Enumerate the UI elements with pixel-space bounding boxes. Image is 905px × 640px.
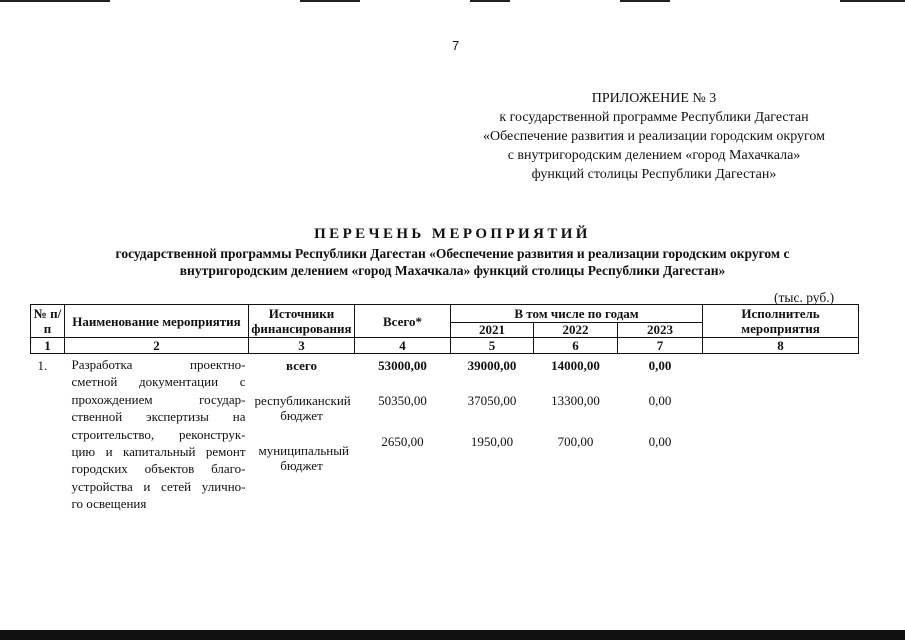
table-row bbox=[31, 354, 859, 513]
event-name-line: городских объектов благо- bbox=[71, 461, 246, 477]
event-name-line: Разработка проектно- bbox=[71, 357, 246, 372]
column-index: 3 bbox=[249, 338, 355, 354]
header-executor: Исполнитель мероприятия bbox=[703, 305, 859, 338]
column-index: 1 bbox=[31, 338, 65, 354]
row-number: 1. bbox=[37, 358, 48, 373]
event-name-line: устройства и сетей улично- bbox=[71, 478, 246, 494]
amount-2023: 0,00 bbox=[648, 393, 672, 408]
amount-total: 2650,00 bbox=[381, 434, 424, 449]
year-2022-cell bbox=[534, 354, 618, 513]
header-num: № п/п bbox=[31, 305, 65, 338]
amount-2022: 700,00 bbox=[557, 434, 594, 449]
event-name-line: сметной документации с bbox=[71, 374, 246, 390]
column-index: 8 bbox=[703, 338, 859, 354]
header-total: Всего* bbox=[355, 305, 451, 338]
event-name-line: цию и капитальный ремонт bbox=[71, 444, 246, 460]
document-subtitle-line: внутригородским делением «город Махачкала» функций столицы Республики Дагестан» bbox=[179, 263, 726, 278]
scan-edge-mark bbox=[0, 0, 110, 2]
scan-edge-mark bbox=[840, 0, 905, 2]
event-name-line: строительство, реконструк- bbox=[71, 426, 246, 442]
header-name: Наименование мероприятия bbox=[65, 305, 249, 338]
event-name-line: прохождением госудаp- bbox=[71, 391, 246, 407]
event-name bbox=[65, 354, 249, 513]
header-by-years: В том числе по годам bbox=[451, 305, 703, 323]
column-index: 5 bbox=[451, 338, 534, 354]
column-index: 7 bbox=[618, 338, 703, 354]
amount-2022: 13300,00 bbox=[551, 393, 600, 408]
scan-edge-mark bbox=[300, 0, 360, 2]
page-number: 7 bbox=[452, 38, 460, 53]
column-index-row bbox=[31, 338, 859, 354]
document-subtitle-line: государственной программы Республики Дагестан «Обеспечение развития и реализации городским округом с bbox=[115, 246, 790, 261]
amount-2021: 37050,00 bbox=[467, 393, 517, 408]
event-name-line: ственной экспертизы на bbox=[71, 409, 246, 425]
funding-source-label: муниципальный бюджет bbox=[258, 443, 349, 473]
amount-2022: 14000,00 bbox=[551, 358, 600, 373]
column-index: 6 bbox=[534, 338, 618, 354]
header-year: 2022 bbox=[534, 323, 618, 338]
scan-bottom-edge bbox=[0, 630, 905, 640]
appendix-line: ПРИЛОЖЕНИЕ № 3 bbox=[591, 91, 717, 106]
total-cell bbox=[355, 354, 451, 513]
appendix-line: функций столицы Республики Дагестан» bbox=[531, 167, 777, 182]
funding-source-label: всего bbox=[286, 358, 317, 373]
column-index: 2 bbox=[65, 338, 249, 354]
appendix-line: «Обеспечение развития и реализации городским округом bbox=[482, 129, 826, 144]
event-name-line: го освещения bbox=[71, 496, 147, 512]
header-year: 2021 bbox=[451, 323, 534, 338]
amount-2023: 0,00 bbox=[648, 434, 672, 449]
amount-2021: 1950,00 bbox=[470, 434, 514, 449]
appendix-header bbox=[455, 89, 853, 184]
amount-total: 50350,00 bbox=[378, 393, 427, 408]
scan-edge-mark bbox=[470, 0, 510, 2]
amount-total: 53000,00 bbox=[378, 358, 427, 373]
funding-source-label: республиканский бюджет bbox=[254, 393, 351, 423]
units-label: (тыс. руб.) bbox=[774, 290, 835, 305]
year-2023-cell bbox=[618, 354, 703, 513]
scan-edge-mark bbox=[620, 0, 670, 2]
appendix-line: с внутригородским делением «город Махачкала» bbox=[507, 148, 801, 163]
executor-cell bbox=[703, 354, 859, 513]
amount-2021: 39000,00 bbox=[467, 358, 517, 373]
funding-sources-cell bbox=[249, 354, 355, 513]
header-source: Источники финансирования bbox=[249, 305, 355, 338]
document-title: ПЕРЕЧЕНЬ МЕРОПРИЯТИЙ bbox=[314, 226, 591, 242]
events-table bbox=[30, 304, 859, 513]
appendix-line: к государственной программе Республики Дагестан bbox=[499, 110, 809, 125]
year-2021-cell bbox=[451, 354, 534, 513]
amount-2023: 0,00 bbox=[648, 358, 672, 373]
column-index: 4 bbox=[355, 338, 451, 354]
header-year: 2023 bbox=[618, 323, 703, 338]
